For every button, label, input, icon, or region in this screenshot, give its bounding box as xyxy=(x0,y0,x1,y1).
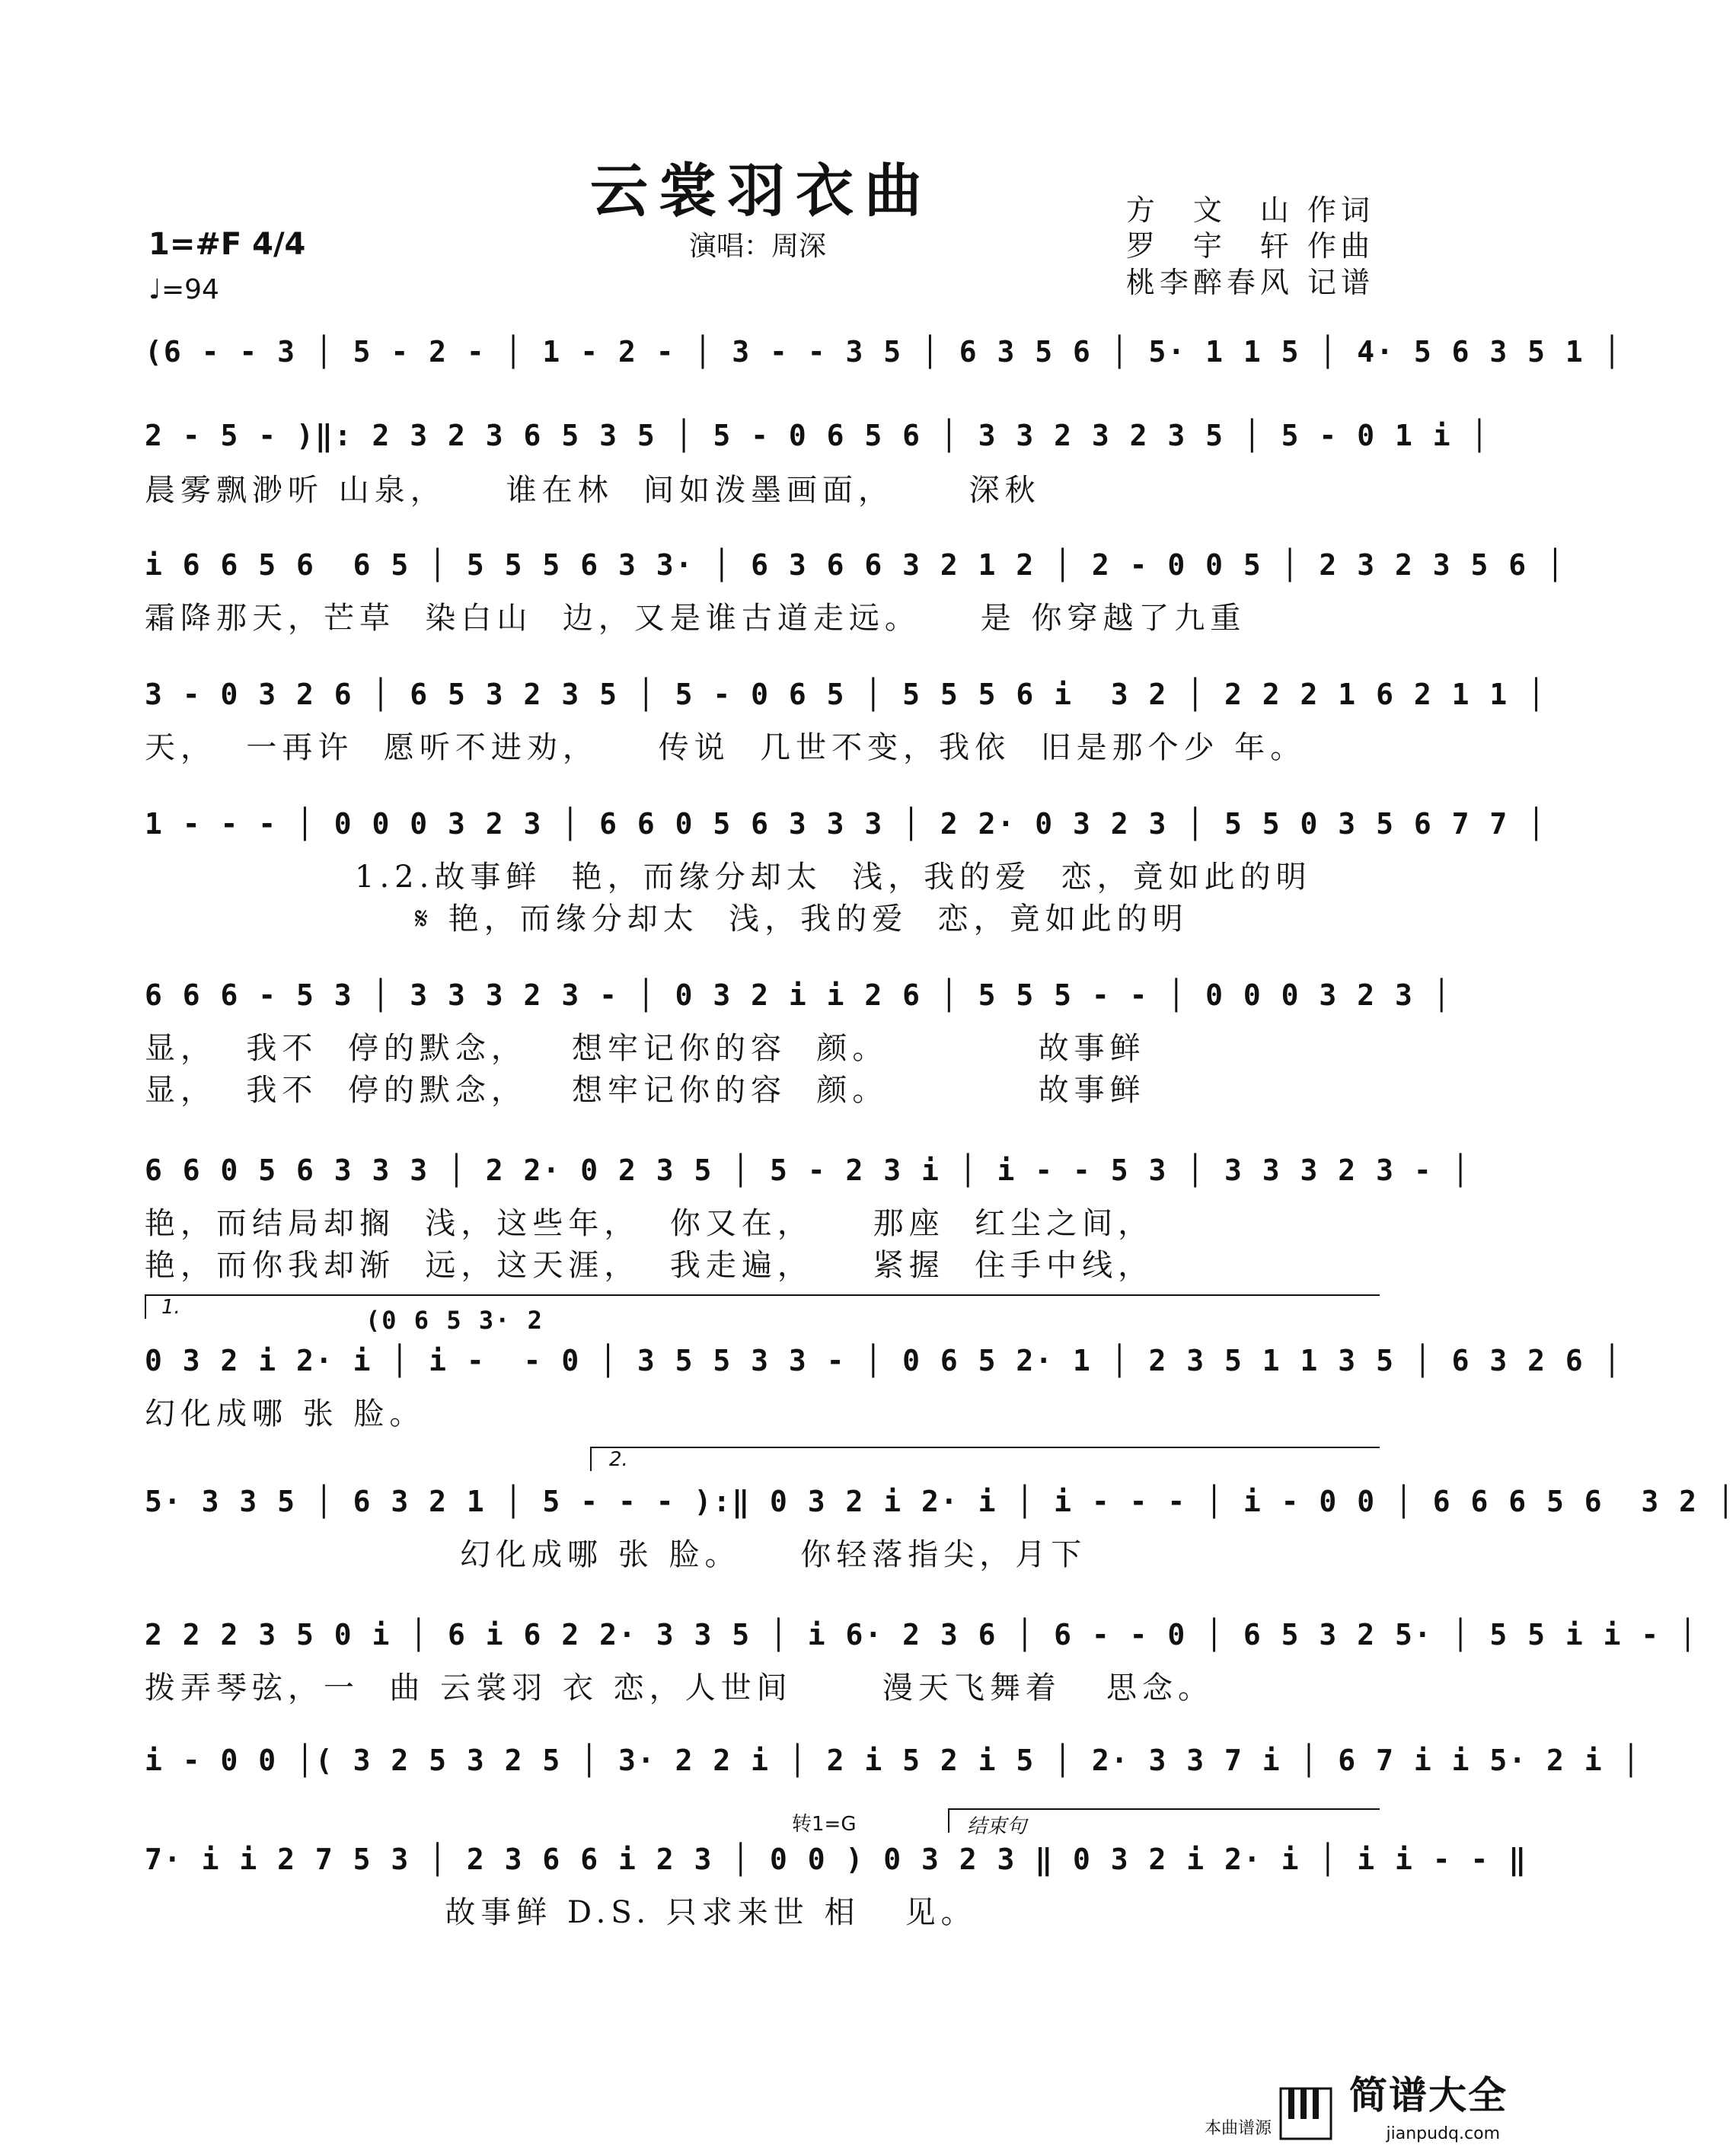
score-line-12: 7· i i 2 7 5 3 │ 2 3 6 6 i 2 3 │ 0 0 ) 0 3 2 3 ‖ 0 3 2 i 2· i │ i i - - ‖ xyxy=(145,1843,1528,1876)
site-logo: 简谱大全 xyxy=(1349,2073,1508,2117)
volta-bracket-2 xyxy=(590,1447,1380,1471)
volta-label-1: 1. xyxy=(161,1296,180,1319)
score-line-2: 2 - 5 - )‖: 2 3 2 3 6 5 3 5 │ 5 - 0 6 5 6 │ 3 3 2 3 2 3 5 │ 5 - 0 1 i │ xyxy=(145,419,1490,452)
score-line-10: 2 2 2 3 5 0 i │ 6 i 6 2 2· 3 3 5 │ i 6· 2 3 6 │ 6 - - 0 │ 6 5 3 2 5· │ 5 5 i i - │ xyxy=(145,1618,1698,1651)
singer-credit: 演唱：周深 xyxy=(689,231,827,262)
lyric-line-7a: 艳，而结局却搁 浅，这些年， 你又在， 那座 红尘之间， xyxy=(145,1206,1154,1241)
lyric-line-5a: 1.2.故事鲜 艳，而缘分却太 浅，我的爱 恋，竟如此的明 xyxy=(145,860,1312,895)
interlude-notes: (0 6 5 3· 2 xyxy=(365,1306,544,1335)
lyric-line-5b: 𝄋 艳，而缘分却太 浅，我的爱 恋，竟如此的明 xyxy=(145,901,1189,937)
transcriber-credit: 桃李醉春风 记谱 xyxy=(1125,266,1374,299)
score-line-8: 0 3 2 i 2· i │ i - - 0 │ 3 5 5 3 3 - │ 0 6 5 2· 1 │ 2 3 5 1 1 3 5 │ 6 3 2 6 │ xyxy=(145,1344,1623,1377)
volta-bracket-1 xyxy=(145,1294,1380,1319)
lyric-line-4: 天， 一再许 愿听不进劝， 传说 几世不变，我依 旧是那个少 年。 xyxy=(145,730,1307,765)
lyric-line-12: 故事鲜 D.S. 只求来世 相 见。 xyxy=(145,1895,977,1930)
lyric-line-9: 幻化成哪 张 脸。 你轻落指尖，月下 xyxy=(145,1537,1087,1572)
key-signature: 1=#F 4/4 xyxy=(148,227,306,262)
volta-label-2: 2. xyxy=(609,1448,628,1471)
song-title: 云裳羽衣曲 xyxy=(590,157,933,225)
score-line-3: i 6 6 5 6 6 5 │ 5 5 5 6 3 3· │ 6 3 6 6 3 2 1 2 │ 2 - 0 0 5 │ 2 3 2 3 5 6 │ xyxy=(145,548,1565,582)
lyric-line-6b: 显， 我不 停的默念， 想牢记你的容 颜。 故事鲜 xyxy=(145,1073,1146,1108)
composer-credit: 罗 宇 轩 作曲 xyxy=(1125,229,1374,263)
lyric-line-8: 幻化成哪 张 脸。 xyxy=(145,1396,426,1431)
score-line-1: (6 - - 3 │ 5 - 2 - │ 1 - 2 - │ 3 - - 3 5 │ 6 3 5 6 │ 5· 1 1 5 │ 4· 5 6 3 5 1 │ xyxy=(145,335,1623,369)
lyric-line-7b: 艳，而你我却渐 远，这天涯， 我走遍， 紧握 住手中线， xyxy=(145,1248,1154,1283)
score-line-5: 1 - - - │ 0 0 0 3 2 3 │ 6 6 0 5 6 3 3 3 │ 2 2· 0 3 2 3 │ 5 5 0 3 5 6 7 7 │ xyxy=(145,807,1546,841)
score-line-9: 5· 3 3 5 │ 6 3 2 1 │ 5 - - - ):‖ 0 3 2 i 2· i │ i - - - │ i - 0 0 │ 6 6 6 5 6 3 2 │ xyxy=(145,1485,1736,1518)
site-url: jianpudq.com xyxy=(1386,2124,1500,2143)
score-line-4: 3 - 0 3 2 6 │ 6 5 3 2 3 5 │ 5 - 0 6 5 │ 5 5 5 6 i 3 2 │ 2 2 2 1 6 2 1 1 │ xyxy=(145,678,1546,711)
score-line-7: 6 6 0 5 6 3 3 3 │ 2 2· 0 2 3 5 │ 5 - 2 3 i │ i - - 5 3 │ 3 3 3 2 3 - │ xyxy=(145,1154,1471,1187)
score-line-11: i - 0 0 │( 3 2 5 3 2 5 │ 3· 2 2 i │ 2 i 5 2 i 5 │ 2· 3 3 7 i │ 6 7 i i 5· 2 i │ xyxy=(145,1744,1642,1777)
lyric-line-6a: 显， 我不 停的默念， 想牢记你的容 颜。 故事鲜 xyxy=(145,1031,1146,1066)
lyric-line-10: 拨弄琴弦，一 曲 云裳羽 衣 恋，人世间 漫天飞舞着 思念。 xyxy=(145,1671,1214,1706)
tempo-marking: ♩=94 xyxy=(148,274,219,305)
modulation-mark: 转1=G xyxy=(792,1813,857,1836)
coda-label: 结束句 xyxy=(967,1815,1027,1838)
lyric-line-3: 霜降那天，芒草 染白山 边，又是谁古道走远。 是 你穿越了九重 xyxy=(145,601,1246,636)
lyric-line-2: 晨雾飘渺听 山泉， 谁在林 间如泼墨画面， 深秋 xyxy=(145,473,1041,508)
score-line-6: 6 6 6 - 5 3 │ 3 3 3 2 3 - │ 0 3 2 i i 2 6 │ 5 5 5 - - │ 0 0 0 3 2 3 │ xyxy=(145,978,1452,1012)
watermark-text: 本曲谱源 xyxy=(1204,2119,1272,2138)
lyricist-credit: 方 文 山 作词 xyxy=(1125,193,1374,227)
piano-logo-icon xyxy=(1279,2087,1332,2140)
